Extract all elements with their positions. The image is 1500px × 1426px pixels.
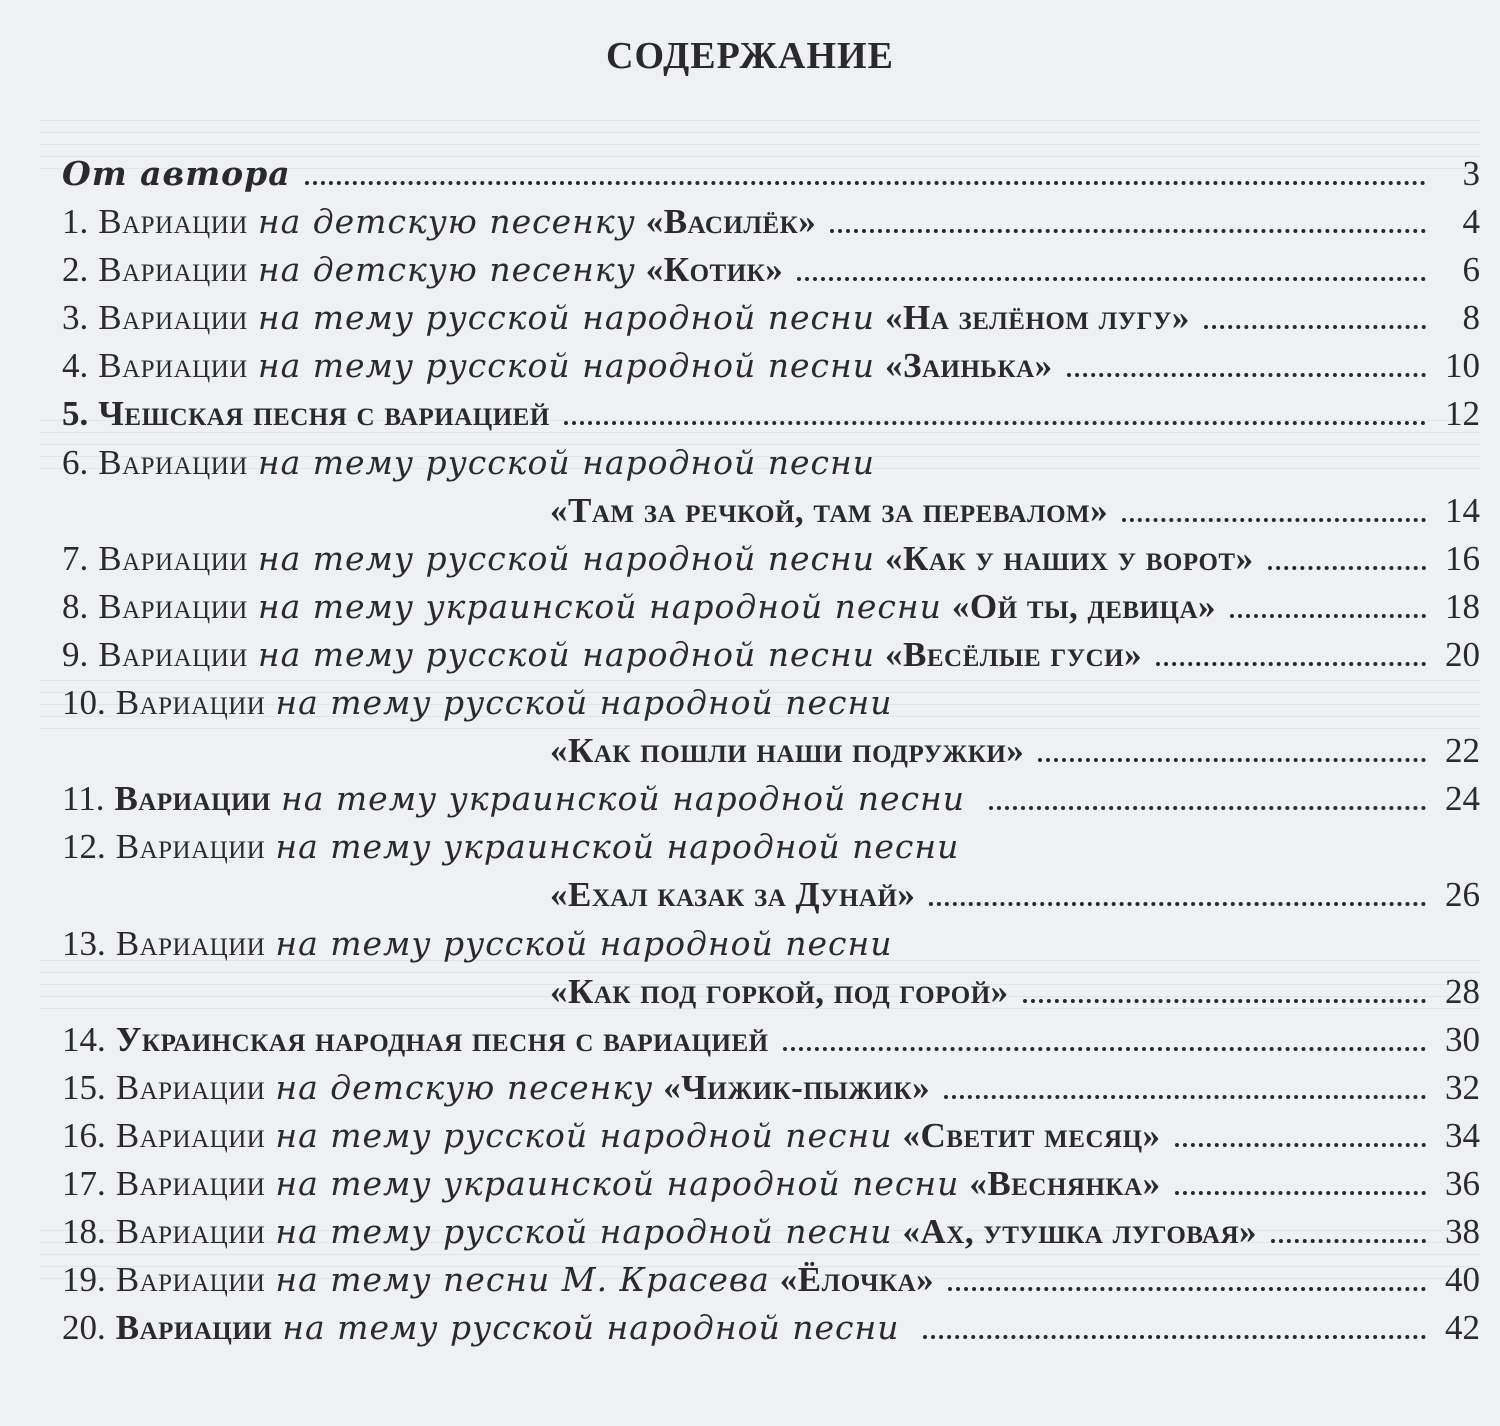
entry-song-title: «Василёк» bbox=[645, 202, 817, 242]
entry-phrase: на тему русской народной песни bbox=[282, 1308, 900, 1348]
entry-phrase: на тему русской народной песни bbox=[275, 1115, 893, 1155]
entry-title: Чешская песня с вариацией bbox=[98, 394, 550, 434]
entry-song-title: «Как пошли наши подружки» bbox=[550, 731, 1025, 771]
entry-song-title: «Там за речкой, там за перевалом» bbox=[550, 490, 1109, 530]
entry-song-title: «Заинька» bbox=[885, 346, 1053, 386]
entry-number: 16. bbox=[62, 1115, 106, 1155]
dot-leader bbox=[564, 421, 1426, 425]
entry-phrase: на детскую песенку bbox=[275, 1067, 654, 1107]
toc-entry-author[interactable] bbox=[62, 150, 1480, 198]
page-title: СОДЕРЖАНИЕ bbox=[606, 35, 894, 77]
page-number: 10 bbox=[1445, 346, 1480, 386]
entry-phrase: на тему русской народной песни bbox=[257, 298, 876, 338]
dot-leader bbox=[1038, 758, 1426, 762]
entry-word: Вариации bbox=[98, 202, 248, 242]
entry-title: Украинская народная песня с вариацией bbox=[115, 1019, 769, 1059]
page-number: 34 bbox=[1445, 1115, 1480, 1155]
entry-song-title: «Весёлые гуси» bbox=[885, 634, 1143, 674]
toc-entry-15[interactable] bbox=[62, 1064, 1480, 1112]
toc-entry-7[interactable] bbox=[62, 535, 1480, 583]
page-number: 32 bbox=[1445, 1067, 1480, 1107]
entry-word: Вариации bbox=[115, 1308, 273, 1348]
toc-entry-3[interactable] bbox=[62, 294, 1480, 342]
entry-word: Вариации bbox=[115, 683, 266, 723]
dot-leader bbox=[989, 806, 1426, 810]
entry-number: 3. bbox=[62, 298, 89, 338]
page-number: 36 bbox=[1445, 1163, 1480, 1203]
entry-song-title: «Ехал казак за Дунай» bbox=[550, 875, 916, 915]
table-of-contents bbox=[62, 150, 1480, 1352]
dot-leader bbox=[1268, 566, 1426, 570]
entry-phrase: на тему русской народной песни bbox=[257, 346, 876, 386]
entry-number: 5. bbox=[62, 394, 89, 434]
toc-entry-10[interactable] bbox=[62, 679, 1480, 727]
entry-song-title: «Светит месяц» bbox=[902, 1115, 1161, 1155]
toc-entry-18[interactable] bbox=[62, 1208, 1480, 1256]
page-number: 38 bbox=[1445, 1212, 1480, 1252]
page-number: 30 bbox=[1445, 1019, 1480, 1059]
entry-phrase: на детскую песенку bbox=[257, 202, 636, 242]
toc-entry-10-continued[interactable] bbox=[62, 727, 1480, 775]
page-number: 3 bbox=[1462, 154, 1480, 193]
toc-entry-16[interactable] bbox=[62, 1112, 1480, 1160]
entry-number: 6. bbox=[62, 442, 89, 482]
entry-number: 9. bbox=[62, 634, 89, 674]
entry-word: Вариации bbox=[98, 298, 248, 338]
dot-leader bbox=[1175, 1191, 1426, 1195]
entry-song-title: «Ах, утушка луговая» bbox=[902, 1212, 1258, 1252]
entry-phrase: на тему русской народной песни bbox=[257, 442, 876, 482]
toc-entry-13[interactable] bbox=[62, 920, 1480, 968]
toc-entry-1[interactable] bbox=[62, 198, 1480, 246]
entry-number: 15. bbox=[62, 1067, 106, 1107]
entry-song-title: «Как под горкой, под горой» bbox=[550, 971, 1009, 1011]
dot-leader bbox=[1175, 1143, 1426, 1147]
dot-leader bbox=[1122, 518, 1426, 522]
entry-word: Вариации bbox=[115, 1067, 266, 1107]
entry-word: Вариации bbox=[115, 1163, 266, 1203]
toc-entry-19[interactable] bbox=[62, 1256, 1480, 1304]
page-number: 6 bbox=[1462, 250, 1480, 290]
dot-leader bbox=[797, 277, 1426, 281]
toc-entry-8[interactable] bbox=[62, 583, 1480, 631]
toc-entry-13-continued[interactable] bbox=[62, 968, 1480, 1016]
toc-entry-14[interactable] bbox=[62, 1016, 1480, 1064]
entry-number: 4. bbox=[62, 346, 89, 386]
page-number: 42 bbox=[1445, 1308, 1480, 1348]
entry-phrase: на тему украинской народной песни bbox=[275, 827, 960, 867]
dot-leader bbox=[1023, 999, 1426, 1003]
page-number: 40 bbox=[1445, 1260, 1480, 1300]
entry-word: Вариации bbox=[98, 634, 248, 674]
entry-number: 19. bbox=[62, 1260, 106, 1300]
dot-leader bbox=[1230, 614, 1426, 618]
toc-entry-9[interactable] bbox=[62, 631, 1480, 679]
page-number: 28 bbox=[1445, 971, 1480, 1011]
dot-leader bbox=[1204, 325, 1426, 329]
entry-word: Вариации bbox=[115, 827, 266, 867]
entry-word: Вариации bbox=[115, 923, 266, 963]
toc-entry-20[interactable] bbox=[62, 1304, 1480, 1352]
dot-leader bbox=[923, 1335, 1426, 1339]
dot-leader bbox=[1271, 1239, 1426, 1243]
entry-phrase: на тему русской народной песни bbox=[275, 683, 893, 723]
page-number: 14 bbox=[1445, 490, 1480, 530]
toc-entry-2[interactable] bbox=[62, 246, 1480, 294]
entry-word: Вариации bbox=[98, 586, 248, 626]
toc-entry-6[interactable] bbox=[62, 439, 1480, 487]
dot-leader bbox=[944, 1095, 1426, 1099]
entry-phrase: на тему русской народной песни bbox=[275, 923, 893, 963]
dot-leader bbox=[948, 1287, 1426, 1291]
page-number: 16 bbox=[1445, 538, 1480, 578]
entry-phrase: на детскую песенку bbox=[257, 250, 636, 290]
entry-song-title: «Чижик-пыжик» bbox=[663, 1067, 931, 1107]
entry-song-title: «На зелёном лугу» bbox=[885, 298, 1190, 338]
entry-number: 18. bbox=[62, 1212, 106, 1252]
entry-song-title: «Ёлочка» bbox=[779, 1260, 935, 1300]
toc-entry-5[interactable] bbox=[62, 390, 1480, 438]
entry-phrase: на тему русской народной песни bbox=[257, 538, 876, 578]
entry-number: 20. bbox=[62, 1308, 106, 1348]
entry-number: 10. bbox=[62, 683, 106, 723]
entry-phrase: на тему русской народной песни bbox=[275, 1212, 893, 1252]
dot-leader bbox=[929, 902, 1426, 906]
dot-leader bbox=[1156, 662, 1426, 666]
page-number: 22 bbox=[1445, 731, 1480, 771]
page-number: 20 bbox=[1445, 634, 1480, 674]
entry-word: Вариации bbox=[115, 1212, 266, 1252]
entry-number: 14. bbox=[62, 1019, 106, 1059]
page-number: 4 bbox=[1462, 202, 1480, 242]
toc-entry-6-continued[interactable] bbox=[62, 487, 1480, 535]
entry-number: 2. bbox=[62, 250, 89, 290]
entry-number: 12. bbox=[62, 827, 106, 867]
entry-number: 17. bbox=[62, 1163, 106, 1203]
page-number: 18 bbox=[1445, 586, 1480, 626]
dot-leader bbox=[305, 181, 1426, 185]
dot-leader bbox=[1067, 373, 1426, 377]
entry-number: 8. bbox=[62, 586, 89, 626]
entry-song-title: «Веснянка» bbox=[969, 1163, 1161, 1203]
entry-word: Вариации bbox=[115, 1115, 266, 1155]
entry-title: От автора bbox=[62, 154, 291, 193]
entry-song-title: «Ой ты, девица» bbox=[951, 586, 1217, 626]
page-number: 12 bbox=[1445, 394, 1480, 434]
entry-word: Вариации bbox=[98, 442, 248, 482]
entry-phrase: на тему украинской народной песни bbox=[257, 586, 942, 626]
toc-entry-11[interactable] bbox=[62, 775, 1480, 823]
page-number: 24 bbox=[1445, 779, 1480, 819]
entry-phrase: на тему песни М. Красева bbox=[275, 1260, 770, 1300]
toc-entry-4[interactable] bbox=[62, 342, 1480, 390]
entry-word: Вариации bbox=[115, 1260, 266, 1300]
entry-phrase: на тему украинской народной песни bbox=[275, 1163, 960, 1203]
entry-number: 11. bbox=[62, 779, 105, 819]
page-number: 26 bbox=[1445, 875, 1480, 915]
toc-entry-12-continued[interactable] bbox=[62, 871, 1480, 919]
entry-phrase: на тему украинской народной песни bbox=[280, 779, 966, 819]
dot-leader bbox=[830, 229, 1426, 233]
entry-word: Вариации bbox=[98, 250, 248, 290]
page-number: 8 bbox=[1462, 298, 1480, 338]
entry-word: Вариации bbox=[98, 538, 248, 578]
entry-phrase: на тему русской народной песни bbox=[257, 634, 876, 674]
dot-leader bbox=[783, 1047, 1426, 1051]
toc-entry-12[interactable] bbox=[62, 823, 1480, 871]
entry-song-title: «Как у наших у ворот» bbox=[885, 538, 1254, 578]
entry-song-title: «Котик» bbox=[645, 250, 784, 290]
entry-word: Вариации bbox=[98, 346, 248, 386]
entry-word: Вариации bbox=[114, 779, 271, 819]
entry-number: 13. bbox=[62, 923, 106, 963]
toc-entry-17[interactable] bbox=[62, 1160, 1480, 1208]
entry-number: 7. bbox=[62, 538, 89, 578]
entry-number: 1. bbox=[62, 202, 89, 242]
